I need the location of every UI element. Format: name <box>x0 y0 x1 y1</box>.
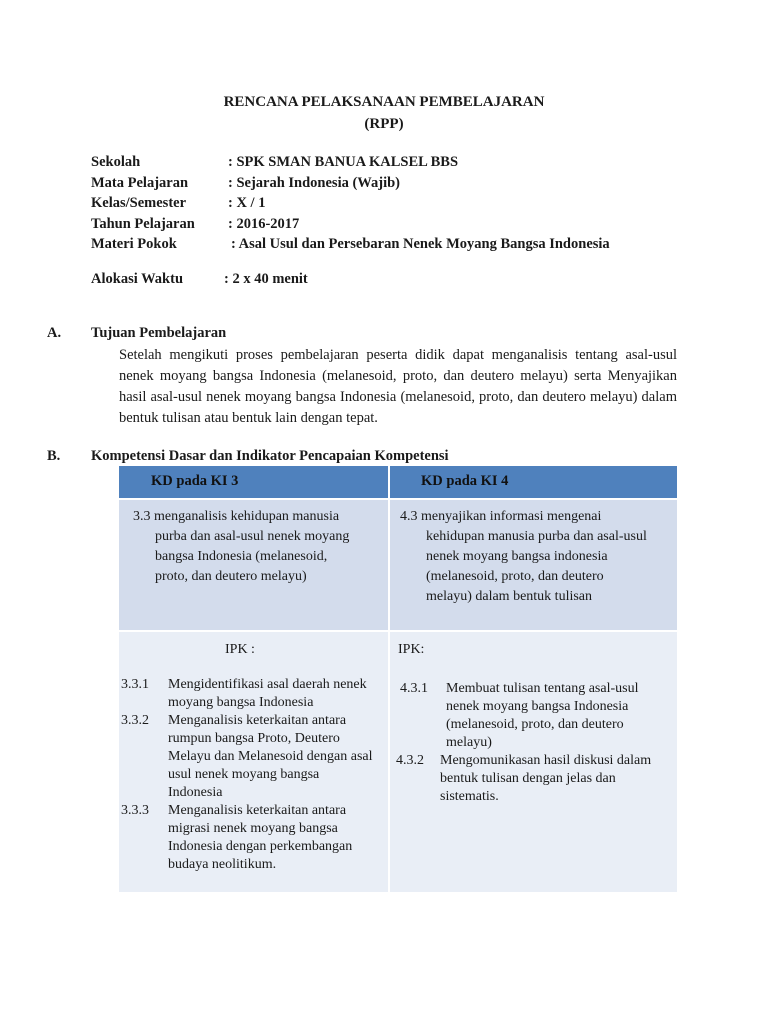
meta-value: : X / 1 <box>228 195 266 211</box>
kd3-line: purba dan asal-usul nenek moyang <box>155 529 350 544</box>
meta-value: : Sejarah Indonesia (Wajib) <box>228 175 401 191</box>
ipk-item <box>396 680 670 752</box>
kd3-cell <box>119 500 388 630</box>
ipk-right-cell <box>390 632 677 892</box>
ipk-text: Menganalisis keterkaitan antara migrasi nenek moyang bangsa Indonesia dengan perkembangan budaya neolitikum. <box>168 803 353 872</box>
meta-label: Kelas/Semester <box>91 195 187 211</box>
document-title: RENCANA PELAKSANAAN PEMBELAJARAN <box>223 94 545 110</box>
meta-label: Alokasi Waktu <box>91 271 184 287</box>
ipk-left-title: IPK : <box>225 642 255 657</box>
ipk-right-title: IPK: <box>398 642 425 657</box>
meta-value: : SPK SMAN BANUA KALSEL BBS <box>228 154 459 170</box>
table-header-ki3 <box>119 466 388 498</box>
meta-value: : 2 x 40 menit <box>224 271 308 287</box>
table-header-ki4 <box>390 466 677 498</box>
ipk-number: 4.3.2 <box>396 753 424 768</box>
ipk-item <box>121 676 373 712</box>
meta-label: Mata Pelajaran <box>91 175 189 191</box>
ipk-number: 3.3.2 <box>121 713 149 728</box>
kd4-line: menyajikan informasi mengenai <box>421 509 602 524</box>
meta-label: Sekolah <box>91 154 141 170</box>
ipk-text: Menganalisis keterkaitan antara rumpun bangsa Proto, Deutero Melayu dan Melanesoid dengan asal usul nenek moyang bangsa Indonesia <box>168 713 373 800</box>
meta-value: : Asal Usul dan Persebaran Nenek Moyang Bangsa Indonesia <box>231 236 610 252</box>
header-label: KD pada KI 4 <box>421 473 509 489</box>
kd4-line: (melanesoid, proto, dan deutero <box>426 569 604 584</box>
ipk-number: 3.3.1 <box>121 677 149 692</box>
ipk-item <box>121 802 373 874</box>
ipk-text: Membuat tulisan tentang asal-usul nenek moyang bangsa Indonesia (melanesoid, proto, dan deutero melayu) <box>446 681 639 750</box>
section-b-letter: B. <box>47 448 61 464</box>
ipk-left-list <box>121 676 373 874</box>
kd3-line: proto, dan deutero melayu) <box>155 569 307 584</box>
kd3-line: bangsa Indonesia (melanesoid, <box>155 549 328 564</box>
meta-value: : 2016-2017 <box>228 216 300 232</box>
ipk-text: Mengidentifikasi asal daerah nenek moyang bangsa Indonesia <box>168 677 367 710</box>
section-b-title: Kompetensi Dasar dan Indikator Pencapaian Kompetensi <box>91 448 449 464</box>
kd3-line: menganalisis kehidupan manusia <box>154 509 340 524</box>
ipk-left-cell <box>119 632 388 892</box>
kd4-line: nenek moyang bangsa indonesia <box>426 549 608 564</box>
meta-label: Materi Pokok <box>91 236 177 252</box>
ipk-right-list <box>396 680 670 806</box>
kd3-text <box>133 507 349 587</box>
document-subtitle: (RPP) <box>364 116 404 132</box>
kd4-cell <box>390 500 677 630</box>
kd4-number: 4.3 <box>400 509 418 524</box>
ipk-text: Mengomunikasan hasil diskusi dalam bentuk tulisan dengan jelas dan sistematis. <box>440 753 652 804</box>
kd4-line: melayu) dalam bentuk tulisan <box>426 589 593 604</box>
ipk-number: 4.3.1 <box>400 681 428 696</box>
section-a-letter: A. <box>47 325 62 341</box>
section-a-body: Setelah mengikuti proses pembelajaran peserta didik dapat menganalisis tentang asal-usul nenek moyang bangsa Indonesia (melanesoid, proto, dan deutero melayu) serta Menyajikan hasil asal-usul nenek moyang bangsa Indonesia (melanesoid, proto, dan deutero melayu) dalam bentuk tulisan atau bentuk lain dengan tepat. <box>119 347 677 426</box>
meta-label: Tahun Pelajaran <box>91 216 195 232</box>
header-label: KD pada KI 3 <box>151 473 239 489</box>
ipk-item <box>396 752 670 806</box>
kd4-text <box>400 507 647 607</box>
kd3-number: 3.3 <box>133 509 151 524</box>
ipk-number: 3.3.3 <box>121 803 149 818</box>
kd4-line: kehidupan manusia purba dan asal-usul <box>426 529 647 544</box>
section-a-title: Tujuan Pembelajaran <box>91 325 227 341</box>
ipk-item <box>121 712 373 802</box>
